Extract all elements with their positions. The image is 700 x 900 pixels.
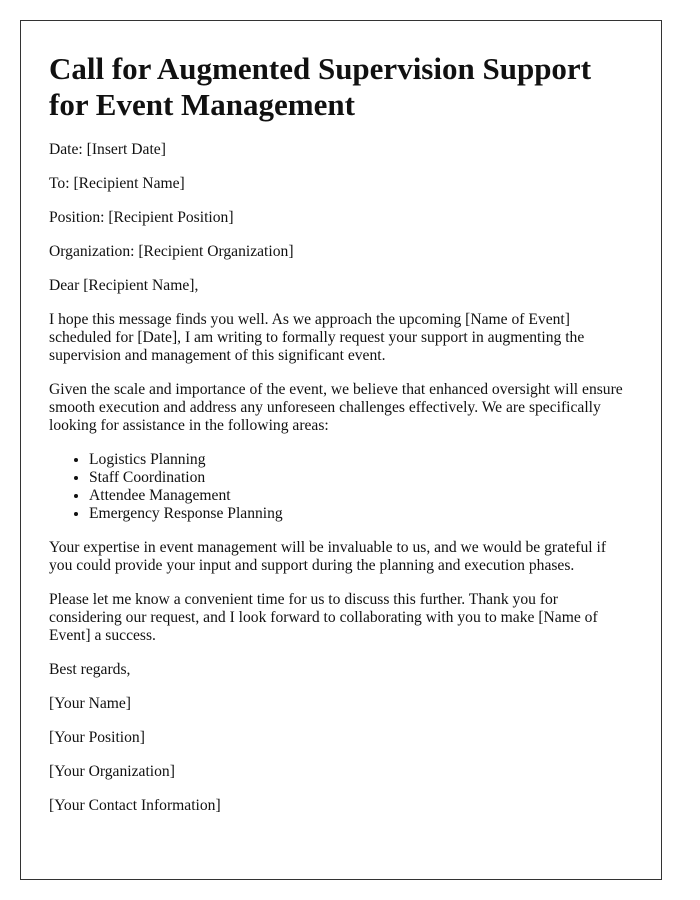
list-item: • Logistics Planning — [89, 451, 633, 469]
sender-name: [Your Name] — [49, 695, 132, 712]
list-item: • Emergency Response Planning — [89, 505, 633, 523]
support-areas-list — [49, 451, 633, 523]
body-paragraph-request: Given the scale and importance of the event, we believe that enhanced oversight will ensure smooth execution and address any unforeseen challenges effectively. We are specifically looking for assistance in the following areas: — [49, 381, 623, 434]
body-paragraph-intro: I hope this message finds you well. As we approach the upcoming [Name of Event] scheduled for [Date], I am writing to formally request your support in augmenting the supervision and management of this significant event. — [49, 311, 585, 364]
salutation: Dear [Recipient Name], — [49, 277, 199, 294]
date-line: Date: [Insert Date] — [49, 141, 166, 158]
sender-organization: [Your Organization] — [49, 763, 175, 780]
body-paragraph-expertise: Your expertise in event management will be invaluable to us, and we would be grateful if you could provide your input and support during the planning and execution phases. — [49, 539, 607, 574]
list-item: • Staff Coordination — [89, 469, 633, 487]
recipient-position-line: Position: [Recipient Position] — [49, 209, 234, 226]
closing-phrase: Best regards, — [49, 661, 131, 678]
body-paragraph-closing: Please let me know a convenient time for us to discuss this further. Thank you for considering our request, and I look forward to collaborating with you to make [Name of Event] a success. — [49, 591, 598, 644]
letter-title: Call for Augmented Supervision Support for Event Management — [49, 51, 592, 122]
sender-contact: [Your Contact Information] — [49, 797, 221, 814]
sender-position: [Your Position] — [49, 729, 145, 746]
recipient-organization-line: Organization: [Recipient Organization] — [49, 243, 294, 260]
letter-page — [20, 20, 662, 880]
recipient-name-line: To: [Recipient Name] — [49, 175, 185, 192]
list-item: • Attendee Management — [89, 487, 633, 505]
